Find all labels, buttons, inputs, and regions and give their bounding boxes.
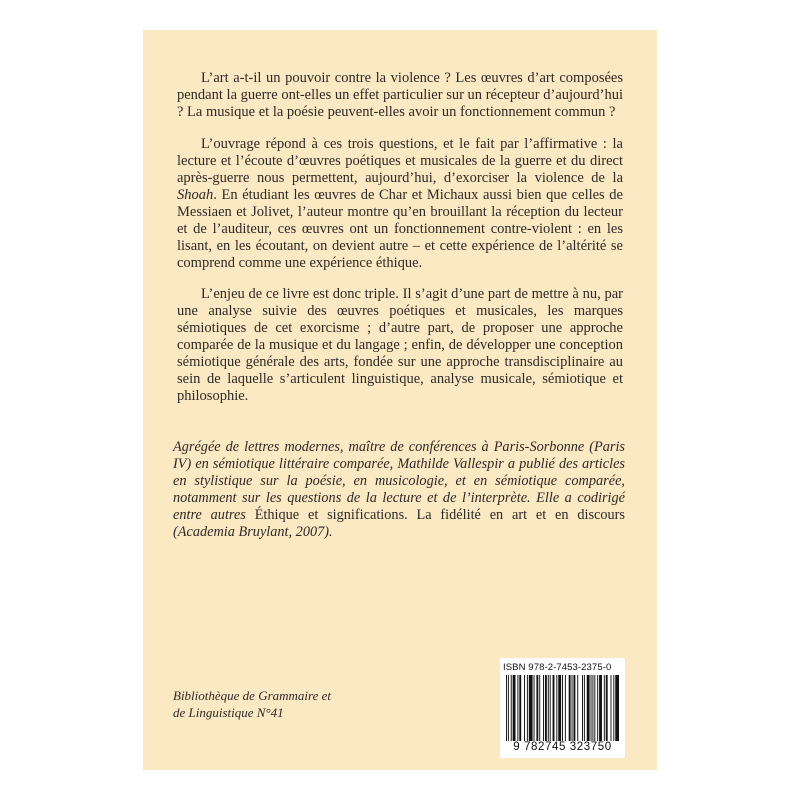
paragraph-argument-text-b: . En étudiant les œuvres de Char et Michaux aussi bien que celles de Messiaen et Jolivet, l’auteur montre qu’en brouillant la réception du lecteur et de l’auditeur, ces œuvres ont un fonctionnement contre-violent : en les lisant, en les écoutant, on devient autre – et cette expérience de l’altérité se comprend comme une expérience éthique.: [177, 187, 623, 271]
barcode-bar: [548, 675, 549, 741]
barcode-bar: [534, 675, 535, 741]
barcode-bar: [536, 675, 538, 741]
barcode-bar: [615, 675, 619, 741]
barcode-bar: [577, 675, 578, 741]
barcode-bar: [508, 675, 509, 741]
barcode-bar: [613, 675, 614, 741]
isbn-label: ISBN 978-2-7453-2375-0: [503, 662, 612, 673]
paragraph-argument-emphasis: Shoah: [177, 187, 214, 203]
barcode-bar: [506, 675, 507, 741]
barcode-bar: [513, 675, 516, 741]
barcode-digits: 9 782745 323750: [513, 741, 612, 753]
barcode-bar: [569, 675, 571, 741]
barcode-bar: [565, 675, 566, 741]
barcode-bar: [587, 675, 590, 741]
series-title: [173, 687, 373, 721]
paragraph-argument-text-a: L’ouvrage répond à ces trois questions, et le fait par l’affirmative : la lecture et l’écoute d’œuvres poétiques et musicales de la guerre et du direct après-guerre nous permettent, aujourd’hui, d’exorciser la violence de la: [177, 136, 623, 186]
barcode-bar: [572, 675, 573, 741]
barcode-bar: [519, 675, 521, 741]
barcode-bar: [550, 675, 551, 741]
barcode-bar: [584, 675, 585, 741]
barcode-bar: [592, 675, 593, 741]
barcode-bar: [591, 675, 592, 741]
barcode-bar: [517, 675, 518, 741]
barcode-bar: [539, 675, 540, 741]
barcode-graphic: [506, 675, 619, 741]
barcode-bar: [597, 675, 598, 741]
series-title-line-1: Bibliothèque de Grammaire et: [173, 688, 332, 703]
barcode-bar: [558, 675, 561, 741]
barcode-bar: [562, 675, 563, 741]
paragraph-argument: [177, 136, 623, 272]
barcode-bar: [556, 675, 557, 741]
paragraph-stakes: L’enjeu de ce livre est donc triple. Il s’agit d’une part de mettre à nu, par une analyse suivie des œuvres poétiques et musicales, les marques sémiotiques de cet exorcisme ; d’autre part, de proposer une approche comparée de la musique et du langage ; enfin, de développer une conception sémiotique générale des arts, fondée sur une approche transdisciplinaire au sein de laquelle s’articulent linguistique, analyse musicale, sémiotique et philosophie.: [177, 286, 623, 404]
barcode-bar: [529, 675, 533, 741]
author-bio-book-title: Éthique et significations. La fidélité en art et en discours: [254, 507, 625, 523]
barcode-bar: [611, 675, 612, 741]
barcode-bar: [604, 675, 605, 741]
author-bio-text-b: (Academia Bruylant, 2007).: [173, 524, 333, 540]
barcode-bar: [511, 675, 512, 741]
barcode-bar: [582, 675, 583, 741]
paragraph-questions: L’art a-t-il un pouvoir contre la violence ? Les œuvres d’art composées pendant la guerre ont-elles un effet particulier sur un récepteur d’aujourd’hui ? La musique et la poésie peuvent-elles avoir un fonctionnement commun ?: [177, 70, 623, 120]
barcode-bar: [545, 675, 547, 741]
barcode-bar: [553, 675, 555, 741]
barcode-bar: [599, 675, 602, 741]
barcode-bar: [543, 675, 544, 741]
author-bio: [173, 439, 625, 541]
series-title-line-2: de Linguistique N°41: [173, 705, 284, 720]
barcode-bar: [594, 675, 595, 741]
barcode-bar: [573, 675, 575, 741]
barcode-bar: [606, 675, 608, 741]
back-cover: [143, 30, 657, 770]
isbn-barcode-block: [500, 658, 625, 758]
author-bio-text-a: Agrégée de lettres modernes, maître de conférences à Paris-Sorbonne (Paris IV) en sémiotique littéraire comparée, Mathilde Vallespir a publié des articles en stylistique sur la poésie, en musicologie, et en sémiotique comparée, notamment sur les questions de la lecture et de l’interprète. Elle a codirigé entre autres: [173, 439, 625, 523]
barcode-bar: [527, 675, 528, 741]
barcode-bar: [524, 675, 525, 741]
